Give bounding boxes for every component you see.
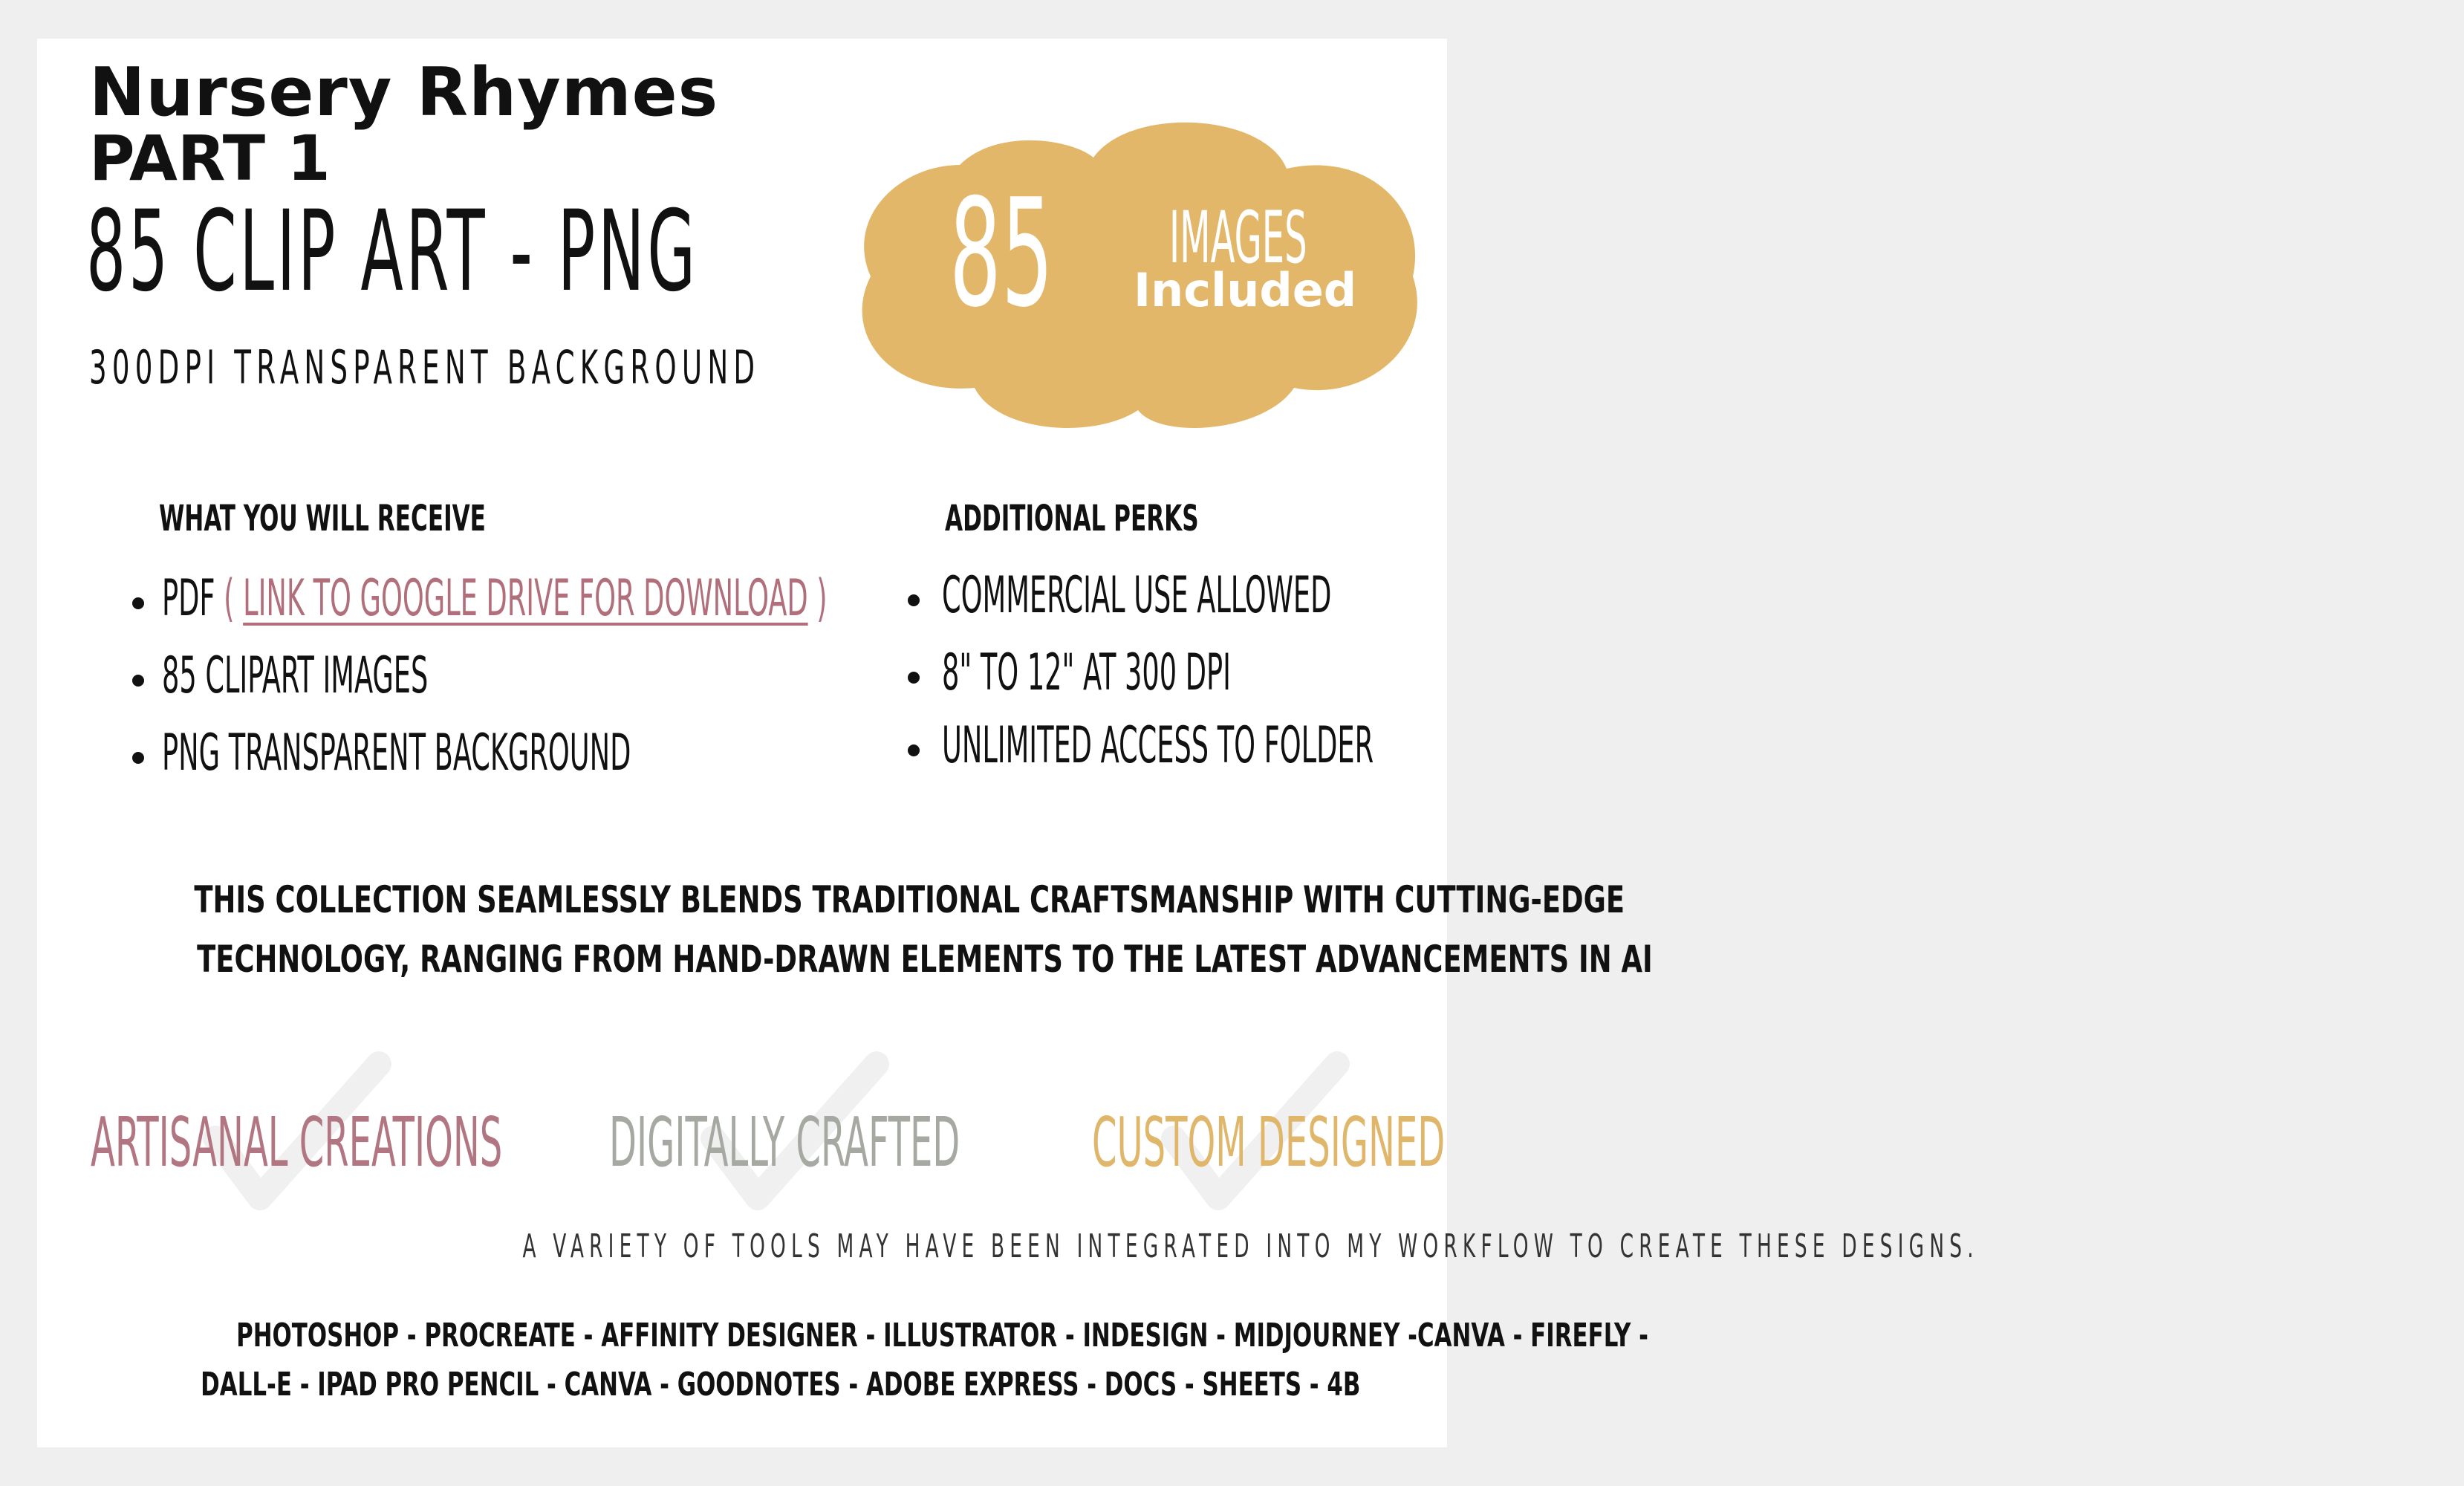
tools-list-line1 — [37, 1317, 1648, 1354]
feature-artisanal: ARTISANAL CREATIONS — [91, 1103, 503, 1182]
subtitle-dpi: 300DPI TRANSPARENT BACKGROUND — [89, 340, 761, 395]
receive-item-pdf-prefix: PDF — [162, 569, 224, 628]
perks-heading: ADDITIONAL PERKS — [945, 498, 1199, 539]
tools-list-line1-text: PHOTOSHOP - PROCREATE - AFFINITY DESIGNER - ILLUSTRATOR - INDESIGN - MIDJOURNEY -CANVA - FIREFLY - — [236, 1317, 1648, 1354]
bullet-dot — [908, 594, 920, 606]
receive-item-clipart: 85 CLIPART IMAGES — [162, 646, 429, 705]
bullet-dot — [132, 752, 144, 764]
collection-blurb-line1-text: THIS COLLECTION SEAMLESSLY BLENDS TRADITIONAL CRAFTSMANSHIP WITH CUTTING-EDGE — [194, 878, 1625, 921]
perk-item-commercial: COMMERCIAL USE ALLOWED — [942, 566, 1332, 625]
bullet-dot — [132, 597, 144, 609]
bullet-dot — [908, 744, 920, 756]
link-close-paren: ) — [807, 569, 828, 628]
badge-number: 85 — [949, 167, 1053, 340]
perk-item-access: UNLIMITED ACCESS TO FOLDER — [942, 716, 1374, 775]
tools-list-line2-text: DALL-E - IPAD PRO PENCIL - CANVA - GOODNOTES - ADOBE EXPRESS - DOCS - SHEETS - 4B — [201, 1366, 1361, 1404]
bullet-dot — [132, 675, 144, 687]
tools-list-line2 — [37, 1366, 1447, 1404]
tools-note — [37, 1227, 1979, 1265]
title-clip-art-count: 85 CLIP ART - PNG — [86, 187, 698, 317]
feature-custom: CUSTOM DESIGNED — [1092, 1103, 1446, 1182]
collection-blurb-line1 — [37, 878, 1625, 921]
badge-images-label: IMAGES — [1169, 196, 1307, 279]
receive-heading: WHAT YOU WILL RECEIVE — [159, 498, 486, 539]
collection-blurb-line2-text: TECHNOLOGY, RANGING FROM HAND-DRAWN ELEMENTS TO THE LATEST ADVANCEMENTS IN AI — [197, 938, 1653, 981]
title-part: PART 1 — [89, 122, 331, 195]
product-card — [37, 39, 1979, 1447]
receive-item-png: PNG TRANSPARENT BACKGROUND — [162, 724, 631, 782]
link-open-paren: ( — [224, 569, 244, 628]
receive-item-pdf — [162, 569, 828, 628]
perk-item-size: 8" TO 12" AT 300 DPI — [942, 643, 1231, 702]
tools-note-text: A VARIETY OF TOOLS MAY HAVE BEEN INTEGRATED INTO MY WORKFLOW TO CREATE THESE DESIGNS. — [522, 1227, 1979, 1265]
title-nursery-rhymes: Nursery Rhymes — [89, 53, 719, 132]
badge-included-label: Included — [1134, 263, 1357, 317]
google-drive-link[interactable]: LINK TO GOOGLE DRIVE FOR DOWNLOAD — [243, 569, 808, 628]
collection-blurb-line2 — [37, 938, 1653, 981]
feature-digital: DIGITALLY CRAFTED — [609, 1103, 960, 1182]
bullet-dot — [908, 672, 920, 684]
